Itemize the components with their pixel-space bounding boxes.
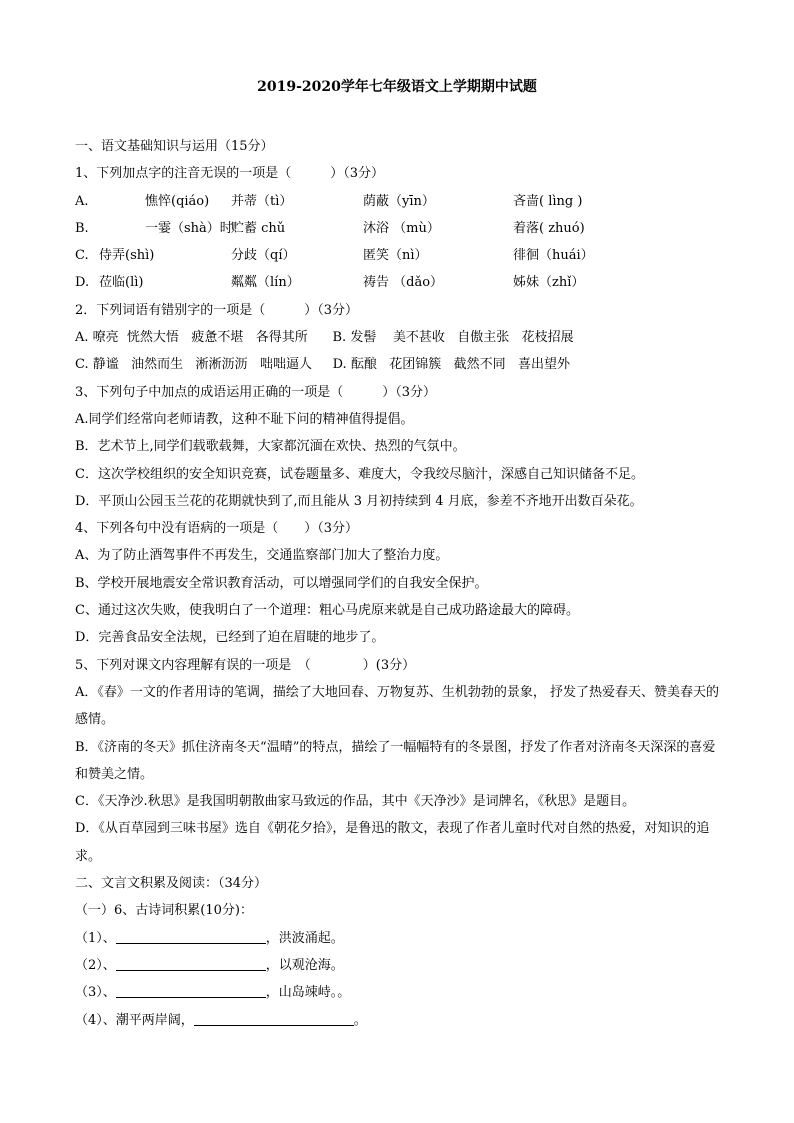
blank-suffix: 。 — [353, 1012, 367, 1028]
blank-prefix: （2）、 — [75, 957, 116, 973]
page-title: 2019-2020学年七年级语文上学期期中试题 — [257, 79, 537, 95]
blank-prefix: （4）、潮平两岸阔， — [75, 1012, 194, 1028]
option-item: 吝啬( lìng ) — [513, 193, 583, 209]
q3-option-d: D．平顶山公园玉兰花的花期就快到了,而且能从 3 月初持续到 4 月底，参差不齐地开出数百朵花。 — [75, 493, 643, 509]
question-3-stem: 3、下列句子中加点的成语运用正确的一项是（ ）（3分） — [75, 384, 437, 400]
q4-option-d: D．完善食品安全法规，已经到了迫在眉睫的地步了。 — [75, 630, 385, 646]
option-label: C. — [75, 248, 89, 264]
option-label: B. — [75, 220, 89, 236]
option-item: 粼粼（lín） — [231, 275, 300, 291]
answer-blank[interactable] — [194, 1011, 354, 1026]
q5-option-b: B．《济南的冬天》抓住济南冬天“温晴”的特点，描绘了一幅幅特有的冬景图，抒发了作者对济南冬天深深的喜爱和赞美之情。 — [75, 739, 716, 782]
fill-blank-line — [75, 925, 725, 952]
blank-suffix: ，以观沧海。 — [265, 957, 344, 973]
q5-option-a: A．《春》一文的作者用诗的笔调，描绘了大地回春、万物复苏、生机勃勃的景象， 抒发了热爱春天、赞美春天的感情。 — [75, 684, 720, 728]
q1-option-row-d — [75, 269, 725, 296]
option-item: 沐浴 （mù） — [363, 220, 440, 236]
q4-option-b: B、学校开展地震安全常识教育活动，可以增强同学们的自我安全保护。 — [75, 575, 488, 591]
q4-option-c: C、通过这次失败，使我明白了一个道理：粗心马虎原来就是自己成功路途最大的障碍。 — [75, 603, 579, 619]
option-item: 匿笑（nì） — [363, 248, 428, 264]
q3-option-a: A.同学们经常向老师请教，这种不耻下问的精神值得提倡。 — [75, 411, 414, 427]
q5-option-d: D．《从百草园到三味书屋》选自《朝花夕拾》，是鲁迅的散文，表现了作者儿童时代对自然的热爱，对知识的追求。 — [75, 821, 710, 864]
option-item: 侍弄(shì) — [99, 248, 155, 264]
q2-options-row-cd: C. 静谧 油然而生 淅淅沥沥 咄咄逼人 D. 酝酿 花团锦簇 截然不同 喜出望外 — [75, 357, 571, 373]
fill-blank-line — [75, 1007, 725, 1034]
q3-option-c: C．这次学校组织的安全知识竞赛，试卷题量多、难度大，令我绞尽脑汁，深感自己知识储备不足。 — [75, 466, 644, 482]
answer-blank[interactable] — [116, 929, 266, 944]
option-label: A. — [75, 193, 89, 209]
question-2-stem: 2．下列词语有错别字的一项是（ ）（3分） — [75, 302, 359, 318]
answer-blank[interactable] — [116, 956, 266, 971]
q1-option-row-b — [75, 215, 725, 242]
section-2-heading: 二、文言文积累及阅读：（34分） — [75, 876, 268, 892]
option-item: 一霎（shà）时 — [145, 220, 233, 236]
option-item: 贮蓄 chǔ — [231, 220, 286, 236]
q4-option-a: A、为了防止酒驾事件不再发生，交通监察部门加大了整治力度。 — [75, 548, 449, 564]
fill-blank-line — [75, 979, 725, 1006]
option-item: 莅临(lì) — [99, 275, 144, 291]
answer-blank[interactable] — [116, 983, 266, 998]
q3-option-b: B．艺术节上,同学们载歌载舞，大家都沉湎在欢快、热烈的气氛中。 — [75, 439, 466, 455]
question-5-stem: 5、下列对课文内容理解有误的一项是 （ ）(3分） — [75, 657, 416, 673]
option-label: D. — [75, 275, 90, 291]
blank-prefix: （1）、 — [75, 930, 116, 946]
option-item: 并蒂（tì） — [231, 193, 293, 209]
q1-option-row-a — [75, 188, 725, 215]
option-item: 姊妹（zhǐ） — [513, 275, 585, 291]
option-item: 分歧（qí） — [231, 248, 296, 264]
question-4-stem: 4、下列各句中没有语病的一项是（ ）（3分） — [75, 521, 359, 537]
exam-content — [75, 133, 725, 1034]
fill-blank-line — [75, 952, 725, 979]
section-1-heading: 一、语文基础知识与运用（15分） — [75, 139, 274, 154]
blank-suffix: ，山岛竦峙。。 — [265, 985, 351, 1001]
q2-options-row-ab: A. 嘹亮 恍然大悟 疲惫不堪 各得其所 B. 发髻 美不甚收 自傲主张 花枝招展 — [75, 330, 574, 346]
option-item: 憔悴(qiáo) — [145, 193, 210, 209]
option-item: 祷告 （dǎo） — [363, 275, 444, 291]
q1-option-row-c — [75, 242, 725, 269]
q5-option-c: C．《天净沙.秋思》是我国明朝散曲家马致远的作品，其中《天净沙》是词牌名，《秋思》是题目。 — [75, 794, 636, 810]
blank-suffix: ，洪波涌起。 — [265, 930, 344, 946]
option-item: 徘徊（huái） — [513, 248, 594, 264]
question-1-stem: 1、下列加点字的注音无误的一项是（ ）（3分） — [75, 166, 385, 182]
blank-prefix: （3）、 — [75, 985, 116, 1001]
subsection-1-heading: （一）6、古诗词积累(10分)： — [75, 903, 253, 919]
option-item: 着落( zhuó) — [513, 220, 585, 236]
option-item: 荫蔽（yīn） — [363, 193, 435, 209]
